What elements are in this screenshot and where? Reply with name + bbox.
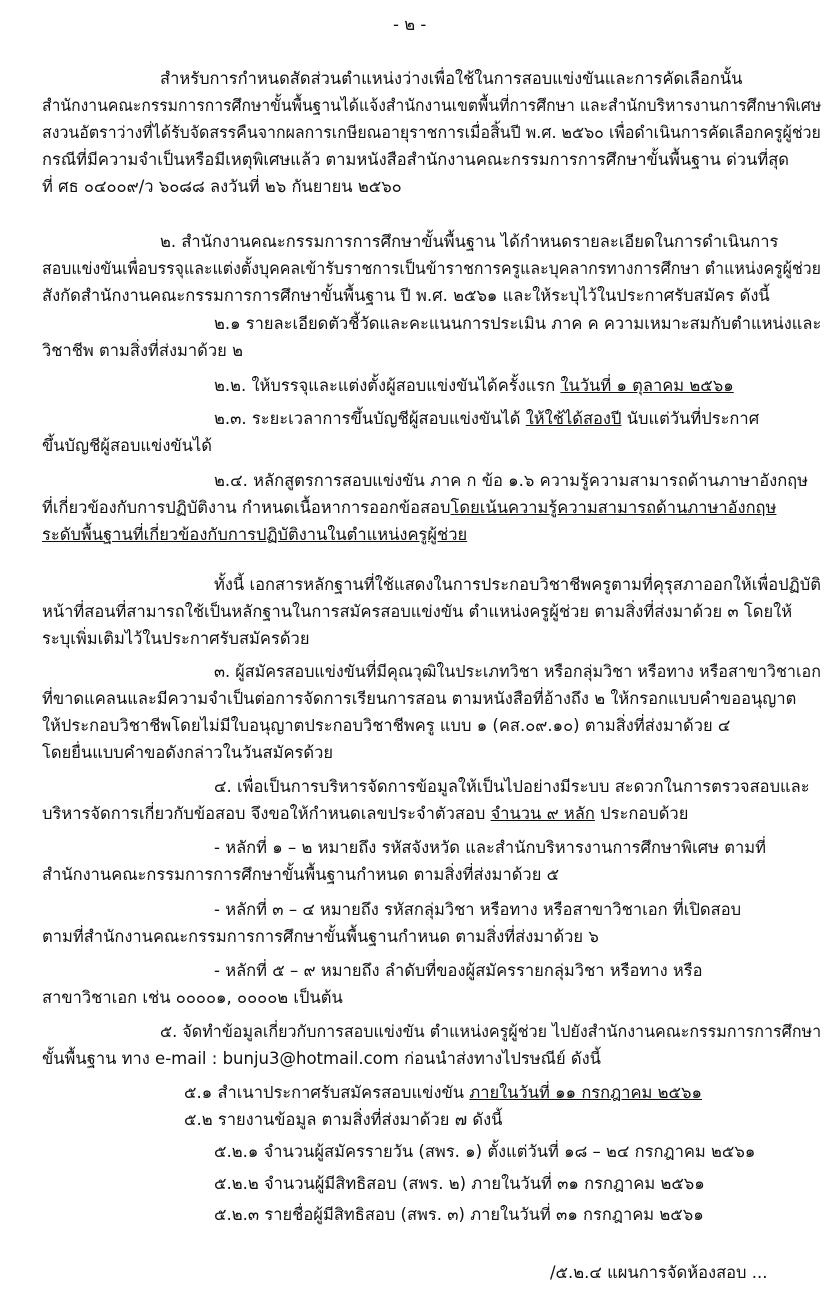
item5-line-1: ๕. จัดทำข้อมูลเกี่ยวกับการสอบแข่งขัน ตำแหน่งครูผู้ช่วย ไปยังสำนักงานคณะกรรมการการศึกษา (160, 1022, 822, 1041)
page-number: - ๒ - (393, 15, 427, 34)
item3-line-2: ที่ขาดแคลนและมีความจำเป็นต่อการจัดการเรียนการสอน ตามหนังสือที่อ้างถึง ๒ ให้กรอกแบบคำขออนุญาต (42, 689, 797, 708)
intro-line-4: กรณีที่มีความจำเป็นหรือมีเหตุพิเศษแล้ว ตามหนังสือสำนักงานคณะกรรมการการศึกษาขั้นพื้นฐาน ด่วนที่สุด (42, 150, 789, 169)
item2-3-text: ๒.๓. ระยะเวลาการขึ้นบัญชีผู้สอบแข่งขันได้ (214, 409, 526, 428)
intro-line-1: สำหรับการกำหนดสัดส่วนตำแหน่งว่างเพื่อใช้ในการสอบแข่งขันและการคัดเลือกนั้น (160, 69, 743, 88)
item4-digit3-line-2: สาขาวิชาเอก เช่น ๐๐๐๐๑, ๐๐๐๐๒ เป็นต้น (42, 988, 343, 1007)
item2-line-3: สังกัดสำนักงานคณะกรรมการการศึกษาขั้นพื้นฐาน ปี พ.ศ. ๒๕๖๑ และให้ระบุไว้ในประกาศรับสมัคร ดังนี้ (42, 286, 770, 305)
item4-text: บริหารจัดการเกี่ยวกับข้อสอบ จึงขอให้กำหนดเลขประจำตัวสอบ (42, 804, 491, 823)
continuation-note: /๕.๒.๔ แผนการจัดห้องสอบ ... (550, 1263, 768, 1282)
item5-2-1-line: ๕.๒.๑ จำนวนผู้สมัครรายวัน (สพร. ๑) ตั้งแต่วันที่ ๑๘ – ๒๔ กรกฎาคม ๒๕๖๑ (214, 1142, 756, 1161)
item2-3-line-2: ขึ้นบัญชีผู้สอบแข่งขันได้ (42, 436, 212, 455)
evidence-line-3: ระบุเพิ่มเติมไว้ในประกาศรับสมัครด้วย (42, 629, 310, 648)
item2-4-text: ที่เกี่ยวข้องกับการปฏิบัติงาน กำหนดเนื้อหาการออกข้อสอบ (42, 498, 451, 517)
item2-4-emphasis: โดยเน้นความรู้ความสามารถด้านภาษาอังกฤษ (450, 498, 777, 517)
item5-2-line: ๕.๒ รายงานข้อมูล ตามสิ่งที่ส่งมาด้วย ๗ ดังนี้ (184, 1110, 503, 1129)
item3-line-1: ๓. ผู้สมัครสอบแข่งขันที่มีคุณวุฒิในประเภทวิชา หรือกลุ่มวิชา หรือทาง หรือสาขาวิชาเอก (214, 662, 821, 681)
item2-3-line-1 (214, 408, 759, 430)
item2-2-date: ในวันที่ ๑ ตุลาคม ๒๕๖๑ (560, 376, 734, 395)
intro-line-3: สงวนอัตราว่างที่ได้รับจัดสรรคืนจากผลการเกษียณอายุราชการเมื่อสิ้นปี พ.ศ. ๒๕๖๐ เพื่อดำเนินการคัดเลือกครูผู้ช่วย (42, 123, 821, 142)
item5-2-3-line: ๕.๒.๓ รายชื่อผู้มีสิทธิสอบ (สพร. ๓) ภายในวันที่ ๓๑ กรกฎาคม ๒๕๖๑ (214, 1205, 704, 1224)
item4-digit1-line-1: - หลักที่ ๑ – ๒ หมายถึง รหัสจังหวัด และสำนักบริหารงานการศึกษาพิเศษ ตามที่ (214, 838, 766, 857)
item2-line-1: ๒. สำนักงานคณะกรรมการการศึกษาขั้นพื้นฐาน ได้กำหนดรายละเอียดในการดำเนินการ (160, 232, 779, 251)
item2-1-line-2: วิชาชีพ ตามสิ่งที่ส่งมาด้วย ๒ (42, 341, 243, 360)
item2-line-2: สอบแข่งขันเพื่อบรรจุและแต่งตั้งบุคคลเข้ารับราชการเป็นข้าราชการครูและบุคลากรทางการศึกษา ตำแหน่งครูผู้ช่วย (42, 259, 822, 278)
evidence-line-2: หน้าที่สอนที่สามารถใช้เป็นหลักฐานในการสมัครสอบแข่งขัน ตำแหน่งครูผู้ช่วย ตามสิ่งที่ส่งมาด้วย ๓ โดยให้ (42, 602, 793, 621)
item4-digit1-line-2: สำนักงานคณะกรรมการการศึกษาขั้นพื้นฐานกำหนด ตามสิ่งที่ส่งมาด้วย ๕ (42, 865, 560, 884)
item4-digit-count: จำนวน ๙ หลัก (490, 804, 595, 823)
item4-digit2-line-2: ตามที่สำนักงานคณะกรรมการการศึกษาขั้นพื้นฐานกำหนด ตามสิ่งที่ส่งมาด้วย ๖ (42, 927, 599, 946)
item5-1-text: ๕.๑ สำเนาประกาศรับสมัครสอบแข่งขัน (184, 1083, 470, 1102)
item3-line-3: ให้ประกอบวิชาชีพโดยไม่มีใบอนุญาตประกอบวิชาชีพครู แบบ ๑ (คส.๐๙.๑๐) ตามสิ่งที่ส่งมาด้วย ๔ (42, 716, 731, 735)
item2-1-line-1: ๒.๑ รายละเอียดตัวชี้วัดและคะแนนการประเมิน ภาค ค ความเหมาะสมกับตำแหน่งและ (214, 314, 822, 333)
item3-line-4: โดยยื่นแบบคำขอดังกล่าวในวันสมัครด้วย (42, 743, 334, 762)
item5-1-line (184, 1082, 702, 1104)
item5-tail: ก่อนนำส่งทางไปรษณีย์ ดังนี้ (398, 1049, 601, 1068)
item4-digit2-line-1: - หลักที่ ๓ – ๔ หมายถึง รหัสกลุ่มวิชา หรือทาง หรือสาขาวิชาเอก ที่เปิดสอบ (214, 900, 742, 919)
item4-line-2 (42, 803, 688, 825)
item5-line-2 (42, 1048, 601, 1070)
item5-email: bunju3@hotmail.com (222, 1049, 399, 1068)
item2-4-line-1: ๒.๔. หลักสูตรการสอบแข่งขัน ภาค ก ข้อ ๑.๖ ความรู้ความสามารถด้านภาษาอังกฤษ (214, 471, 809, 490)
item5-2-2-line: ๕.๒.๒ จำนวนผู้มีสิทธิสอบ (สพร. ๒) ภายในวันที่ ๓๑ กรกฎาคม ๒๕๖๑ (214, 1174, 705, 1193)
item2-2-text: ๒.๒. ให้บรรจุและแต่งตั้งผู้สอบแข่งขันได้ครั้งแรก (214, 376, 561, 395)
item2-3-tail: นับแต่วันที่ประกาศ (621, 409, 760, 428)
item2-3-period: ให้ใช้ได้สองปี (525, 409, 622, 428)
item2-4-line-3: ระดับพื้นฐานที่เกี่ยวข้องกับการปฏิบัติงานในตำแหน่งครูผู้ช่วย (42, 525, 468, 544)
intro-line-5: ที่ ศธ ๐๔๐๐๙/ว ๖๐๘๘ ลงวันที่ ๒๖ กันยายน ๒๕๖๐ (42, 177, 402, 196)
item5-text: ขั้นพื้นฐาน ทาง e-mail : (42, 1049, 223, 1068)
item2-4-line-2 (42, 497, 776, 519)
item4-tail: ประกอบด้วย (594, 804, 689, 823)
item5-1-date: ภายในวันที่ ๑๑ กรกฎาคม ๒๕๖๑ (469, 1083, 702, 1102)
evidence-line-1: ทั้งนี้ เอกสารหลักฐานที่ใช้แสดงในการประกอบวิชาชีพครูตามที่คุรุสภาออกให้เพื่อปฏิบัติ (214, 575, 821, 594)
item4-line-1: ๔. เพื่อเป็นการบริหารจัดการข้อมูลให้เป็นไปอย่างมีระบบ สะดวกในการตรวจสอบและ (214, 777, 810, 796)
item2-2-line (214, 375, 734, 397)
intro-line-2: สำนักงานคณะกรรมการการศึกษาขั้นพื้นฐานได้แจ้งสำนักงานเขตพื้นที่การศึกษา และสำนักบริหารงานการศึกษาพิเศษ (42, 96, 822, 115)
item4-digit3-line-1: - หลักที่ ๕ – ๙ หมายถึง ลำดับที่ของผู้สมัครรายกลุ่มวิชา หรือทาง หรือ (214, 961, 703, 980)
